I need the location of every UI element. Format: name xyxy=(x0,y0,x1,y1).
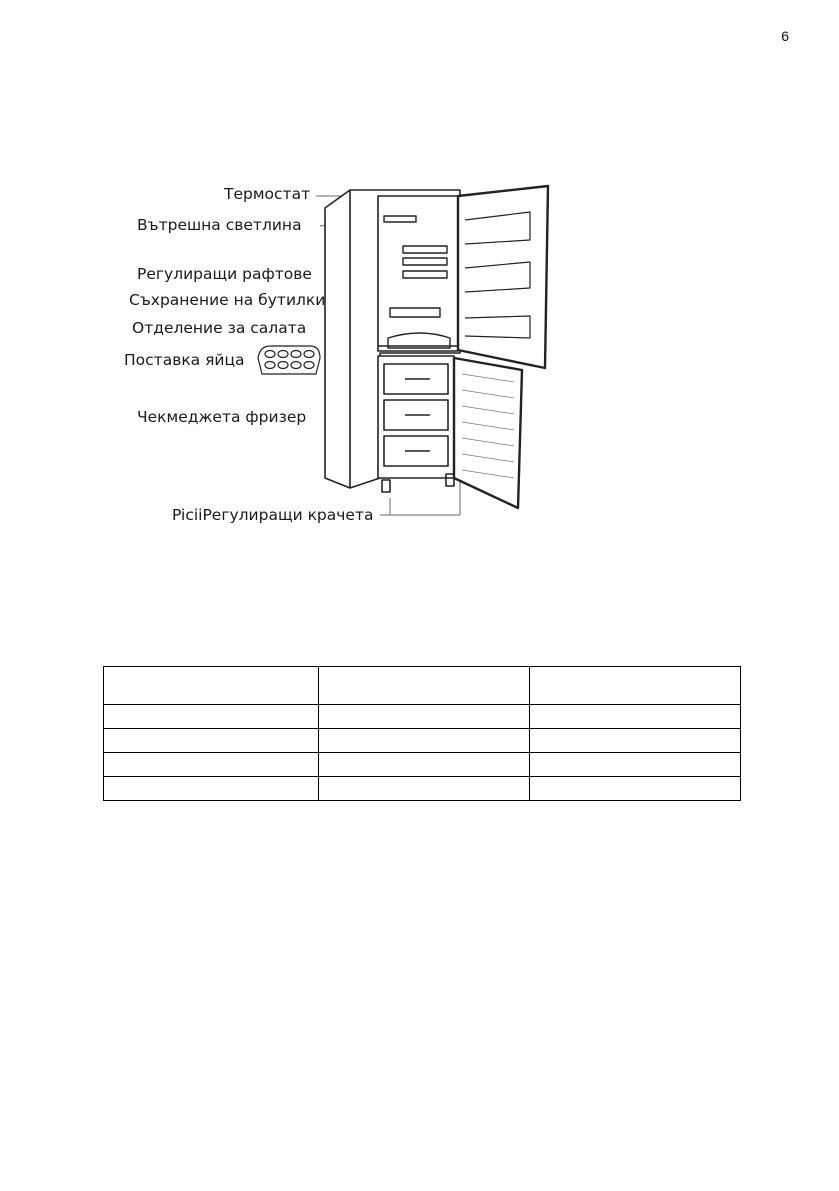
label-egg-tray: Поставка яйца xyxy=(124,351,245,369)
table-cell xyxy=(104,705,319,729)
label-adjustable-feet: PiciiРегулиращи крачета xyxy=(172,506,374,524)
table-row xyxy=(104,753,741,777)
table-cell xyxy=(319,705,530,729)
table-cell xyxy=(319,777,530,801)
label-salad-compartment: Отделение за салата xyxy=(132,319,307,337)
label-thermostat: Термостат xyxy=(224,185,311,203)
table-cell xyxy=(530,753,741,777)
table-row xyxy=(104,705,741,729)
table-cell xyxy=(530,729,741,753)
table-cell xyxy=(319,729,530,753)
page-number: 6 xyxy=(781,28,789,44)
table-header-row xyxy=(104,667,741,705)
label-inner-light: Вътрешна светлина xyxy=(137,216,302,234)
table-row xyxy=(104,777,741,801)
spec-table xyxy=(103,666,741,801)
label-adjustable-shelves: Регулиращи рафтове xyxy=(137,265,312,283)
table-header-cell xyxy=(104,667,319,705)
table-cell xyxy=(319,753,530,777)
table-cell xyxy=(104,753,319,777)
table-row xyxy=(104,729,741,753)
table-cell xyxy=(104,729,319,753)
table-cell xyxy=(530,705,741,729)
table-cell xyxy=(104,777,319,801)
label-freezer-drawers: Чекмеджета фризер xyxy=(137,408,307,426)
fridge-diagram xyxy=(120,178,560,528)
table-header-cell xyxy=(319,667,530,705)
label-bottle-storage: Съхранение на бутилки xyxy=(129,291,326,309)
table-cell xyxy=(530,777,741,801)
table-header-cell xyxy=(530,667,741,705)
